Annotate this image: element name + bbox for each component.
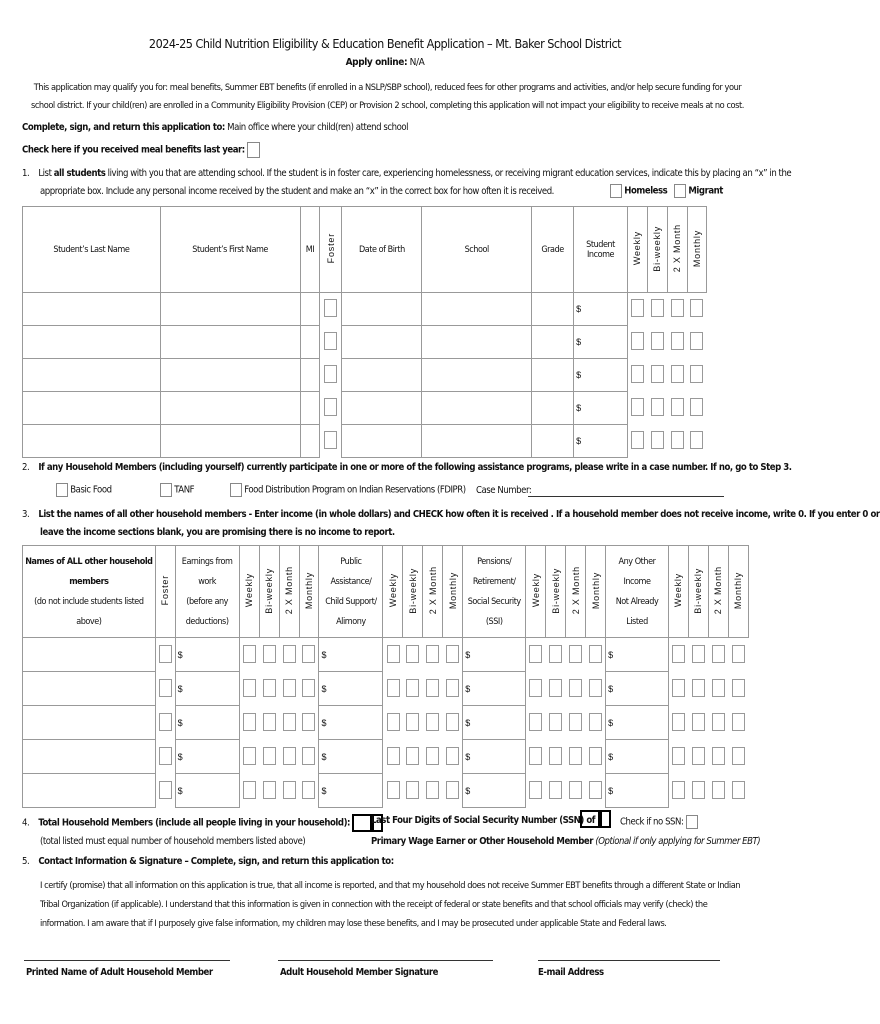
col-biweekly: Bi-weekly bbox=[403, 546, 423, 638]
step3-text-line1 bbox=[22, 509, 880, 520]
col-monthly: Monthly bbox=[728, 546, 748, 638]
total-members-input[interactable] bbox=[352, 814, 372, 832]
biweekly-checkbox[interactable] bbox=[406, 645, 419, 663]
twomonth-checkbox[interactable] bbox=[712, 645, 725, 663]
twomonth-checkbox[interactable] bbox=[283, 679, 296, 697]
biweekly-checkbox[interactable] bbox=[406, 747, 419, 765]
student-mi-input[interactable] bbox=[300, 359, 320, 392]
public-assistance-input[interactable]: $ bbox=[319, 672, 383, 706]
grade-input[interactable] bbox=[532, 392, 574, 425]
table-row bbox=[23, 293, 707, 326]
monthly-checkbox[interactable] bbox=[732, 645, 745, 663]
monthly-checkbox[interactable] bbox=[446, 645, 459, 663]
twomonth-checkbox[interactable] bbox=[712, 747, 725, 765]
student-first-input[interactable] bbox=[160, 425, 300, 458]
weekly-checkbox[interactable] bbox=[529, 781, 542, 799]
student-mi-input[interactable] bbox=[300, 392, 320, 425]
biweekly-checkbox[interactable] bbox=[692, 713, 705, 731]
step1-text-c: living with you that are attending school. If the student is in foster care, experiencing homelessness, or receiving migrant education services, indicate this by placing an “x” in the bbox=[107, 168, 792, 179]
table-row bbox=[23, 326, 707, 359]
earnings-input[interactable]: $ bbox=[175, 638, 239, 672]
apply-online bbox=[0, 57, 770, 68]
col-weekly: Weekly bbox=[239, 546, 259, 638]
dob-input[interactable] bbox=[342, 293, 422, 326]
homeless-label: Homeless bbox=[624, 185, 668, 197]
certify-text: I certify (promise) that all information on this application is true, that all income is reported, and that my household does not receive Summer EBT benefits through a different State or Indian Tribal Organization (if applicable). I understand that this information is given in connection with the receipt of federal or state benefits and that school officials may verify (check) the information. I am aware that if I purposely give false information, my children may lose these benefits, and I may be prosecuted under applicable State and Federal laws. bbox=[40, 880, 741, 929]
twomonth-checkbox[interactable] bbox=[569, 679, 582, 697]
table-row bbox=[23, 392, 707, 425]
prev-benefits-line bbox=[22, 142, 260, 158]
pensions-input[interactable]: $ bbox=[463, 774, 526, 808]
twomonth-checkbox[interactable] bbox=[712, 781, 725, 799]
col-foster: Foster bbox=[155, 546, 175, 638]
monthly-checkbox[interactable] bbox=[732, 747, 745, 765]
return-to-label: Complete, sign, and return this application to: bbox=[22, 122, 225, 133]
twomonth-checkbox[interactable] bbox=[671, 431, 684, 449]
biweekly-checkbox[interactable] bbox=[692, 781, 705, 799]
no-ssn-checkbox[interactable] bbox=[686, 815, 698, 829]
col-last-name: Student’s Last Name bbox=[23, 207, 161, 293]
step5-label: Contact Information & Signature – Complete, sign, and return this application to: bbox=[38, 856, 394, 867]
pensions-input[interactable]: $ bbox=[463, 740, 526, 774]
monthly-checkbox[interactable] bbox=[446, 747, 459, 765]
biweekly-checkbox[interactable] bbox=[651, 332, 664, 350]
twomonth-checkbox[interactable] bbox=[426, 679, 439, 697]
pensions-input[interactable]: $ bbox=[463, 706, 526, 740]
monthly-checkbox[interactable] bbox=[589, 747, 602, 765]
twomonth-checkbox[interactable] bbox=[671, 398, 684, 416]
dob-input[interactable] bbox=[342, 392, 422, 425]
student-mi-input[interactable] bbox=[300, 293, 320, 326]
intro-text: This application may qualify you for: meal benefits, Summer EBT benefits (if enrolled in a NSLP/SBP school), reduced fees for other programs and activities, and/or help secure funding for your school district. If your child(ren) are enrolled in a Community Eligibility Provision (CEP) or Provision 2 school, completing this application will not impact your eligibility to receive meals at no cost. bbox=[30, 82, 744, 111]
other-income-input[interactable]: $ bbox=[606, 638, 669, 672]
monthly-checkbox[interactable] bbox=[690, 365, 703, 383]
income-input[interactable]: $ bbox=[574, 392, 628, 425]
col-biweekly: Bi-weekly bbox=[546, 546, 566, 638]
case-number-input[interactable] bbox=[528, 496, 724, 497]
school-input[interactable] bbox=[422, 392, 532, 425]
public-assistance-input[interactable]: $ bbox=[319, 706, 383, 740]
grade-input[interactable] bbox=[532, 326, 574, 359]
dob-input[interactable] bbox=[342, 326, 422, 359]
other-income-input[interactable]: $ bbox=[606, 774, 669, 808]
monthly-checkbox[interactable] bbox=[446, 713, 459, 731]
monthly-checkbox[interactable] bbox=[446, 781, 459, 799]
monthly-checkbox[interactable] bbox=[690, 398, 703, 416]
twomonth-checkbox[interactable] bbox=[283, 645, 296, 663]
student-table bbox=[22, 206, 707, 458]
step2-label: If any Household Members (including yourself) currently participate in one or more of the following assistance programs, please write in a case number. If no, go to Step 3. bbox=[38, 462, 792, 473]
student-last-input[interactable] bbox=[23, 359, 161, 392]
col-monthly: Monthly bbox=[443, 546, 463, 638]
col-grade: Grade bbox=[532, 207, 574, 293]
twomonth-checkbox[interactable] bbox=[569, 781, 582, 799]
homeless-migrant bbox=[610, 184, 723, 198]
student-last-input[interactable] bbox=[23, 392, 161, 425]
step2-number: 2. bbox=[22, 462, 30, 473]
other-income-input[interactable]: $ bbox=[606, 740, 669, 774]
tanf-checkbox[interactable] bbox=[160, 483, 172, 497]
step2-text bbox=[22, 462, 792, 473]
twomonth-checkbox[interactable] bbox=[569, 713, 582, 731]
monthly-checkbox[interactable] bbox=[589, 679, 602, 697]
school-input[interactable] bbox=[422, 425, 532, 458]
weekly-checkbox[interactable] bbox=[672, 679, 685, 697]
monthly-checkbox[interactable] bbox=[302, 713, 315, 731]
biweekly-checkbox[interactable] bbox=[406, 713, 419, 731]
email-label: E-mail Address bbox=[538, 967, 604, 978]
student-mi-input[interactable] bbox=[300, 326, 320, 359]
step3-number: 3. bbox=[22, 509, 30, 520]
col-monthly: Monthly bbox=[586, 546, 606, 638]
monthly-checkbox[interactable] bbox=[589, 713, 602, 731]
basic-food-label: Basic Food bbox=[70, 484, 112, 496]
biweekly-checkbox[interactable] bbox=[549, 645, 562, 663]
foster-checkbox[interactable] bbox=[159, 747, 172, 765]
step5-number: 5. bbox=[22, 856, 30, 867]
weekly-checkbox[interactable] bbox=[529, 747, 542, 765]
fdpir-checkbox[interactable] bbox=[230, 483, 242, 497]
foster-checkbox[interactable] bbox=[324, 299, 337, 317]
biweekly-checkbox[interactable] bbox=[549, 679, 562, 697]
table-row bbox=[23, 740, 749, 774]
weekly-checkbox[interactable] bbox=[672, 781, 685, 799]
school-input[interactable] bbox=[422, 326, 532, 359]
biweekly-checkbox[interactable] bbox=[406, 679, 419, 697]
foster-checkbox[interactable] bbox=[324, 332, 337, 350]
weekly-checkbox[interactable] bbox=[243, 679, 256, 697]
ssn-input-2[interactable] bbox=[600, 810, 611, 828]
biweekly-checkbox[interactable] bbox=[651, 365, 664, 383]
public-assistance-input[interactable]: $ bbox=[319, 740, 383, 774]
earnings-input[interactable]: $ bbox=[175, 672, 239, 706]
table-row bbox=[23, 359, 707, 392]
twomonth-checkbox[interactable] bbox=[426, 781, 439, 799]
step4-label: Total Household Members (include all people living in your household): bbox=[38, 817, 350, 829]
earnings-input[interactable]: $ bbox=[175, 740, 239, 774]
school-input[interactable] bbox=[422, 359, 532, 392]
step1-number: 1. bbox=[22, 168, 30, 179]
tanf-group bbox=[160, 483, 194, 497]
col-member-names: Names of ALL other household members (do not include students listed above) bbox=[23, 546, 156, 638]
monthly-checkbox[interactable] bbox=[589, 645, 602, 663]
monthly-checkbox[interactable] bbox=[302, 747, 315, 765]
case-number-label: Case Number: bbox=[476, 485, 532, 496]
foster-checkbox[interactable] bbox=[159, 645, 172, 663]
biweekly-checkbox[interactable] bbox=[263, 713, 276, 731]
monthly-checkbox[interactable] bbox=[732, 679, 745, 697]
weekly-checkbox[interactable] bbox=[672, 747, 685, 765]
col-weekly: Weekly bbox=[628, 207, 648, 293]
printed-name-label: Printed Name of Adult Household Member bbox=[26, 967, 213, 978]
printed-name-input[interactable] bbox=[24, 960, 230, 961]
twomonth-checkbox[interactable] bbox=[671, 332, 684, 350]
student-first-input[interactable] bbox=[160, 293, 300, 326]
step3-text-b: leave the income sections blank, you are promising there is no income to report. bbox=[40, 527, 395, 538]
biweekly-checkbox[interactable] bbox=[651, 299, 664, 317]
weekly-checkbox[interactable] bbox=[672, 645, 685, 663]
prev-benefits-checkbox[interactable] bbox=[247, 142, 260, 158]
col-first-name: Student’s First Name bbox=[160, 207, 300, 293]
homeless-checkbox[interactable] bbox=[610, 184, 622, 198]
weekly-checkbox[interactable] bbox=[631, 431, 644, 449]
biweekly-checkbox[interactable] bbox=[263, 679, 276, 697]
col-monthly: Monthly bbox=[299, 546, 319, 638]
weekly-checkbox[interactable] bbox=[387, 713, 400, 731]
col-dob: Date of Birth bbox=[342, 207, 422, 293]
twomonth-checkbox[interactable] bbox=[569, 645, 582, 663]
migrant-checkbox[interactable] bbox=[674, 184, 686, 198]
biweekly-checkbox[interactable] bbox=[549, 747, 562, 765]
col-student-income: Student Income bbox=[574, 207, 628, 293]
weekly-checkbox[interactable] bbox=[387, 679, 400, 697]
step3-text-a: List the names of all other household members - Enter income (in whole dollars) and CHECK how often it is received . If a household member does not receive income, write 0. If you enter 0 or bbox=[38, 509, 880, 520]
member-name-input[interactable] bbox=[23, 740, 156, 774]
foster-checkbox[interactable] bbox=[159, 713, 172, 731]
other-income-input[interactable]: $ bbox=[606, 706, 669, 740]
twomonth-checkbox[interactable] bbox=[283, 781, 296, 799]
student-last-input[interactable] bbox=[23, 293, 161, 326]
member-name-input[interactable] bbox=[23, 672, 156, 706]
no-ssn-line bbox=[620, 815, 698, 829]
weekly-checkbox[interactable] bbox=[243, 781, 256, 799]
biweekly-checkbox[interactable] bbox=[692, 679, 705, 697]
foster-checkbox[interactable] bbox=[324, 398, 337, 416]
biweekly-checkbox[interactable] bbox=[549, 713, 562, 731]
weekly-checkbox[interactable] bbox=[529, 679, 542, 697]
col-foster: Foster bbox=[320, 207, 342, 293]
weekly-checkbox[interactable] bbox=[387, 747, 400, 765]
student-last-input[interactable] bbox=[23, 425, 161, 458]
public-assistance-input[interactable]: $ bbox=[319, 774, 383, 808]
col-2xmonth: 2 X Month bbox=[566, 546, 586, 638]
migrant-label: Migrant bbox=[688, 185, 723, 197]
weekly-checkbox[interactable] bbox=[387, 781, 400, 799]
foster-checkbox[interactable] bbox=[324, 365, 337, 383]
step4-number: 4. bbox=[22, 817, 30, 829]
col-biweekly: Bi-weekly bbox=[259, 546, 279, 638]
prev-benefits-label: Check here if you received meal benefits last year: bbox=[22, 144, 245, 156]
ssn-label-text: Last Four Digits of Social Security Number (SSN) of bbox=[371, 815, 596, 826]
return-to-value: Main office where your child(ren) attend school bbox=[227, 122, 409, 133]
biweekly-checkbox[interactable] bbox=[263, 645, 276, 663]
step3-text-line2 bbox=[40, 527, 395, 538]
income-input[interactable]: $ bbox=[574, 326, 628, 359]
weekly-checkbox[interactable] bbox=[631, 299, 644, 317]
step1-text-b: all students bbox=[53, 168, 106, 179]
twomonth-checkbox[interactable] bbox=[712, 713, 725, 731]
col-2xmonth: 2 X Month bbox=[708, 546, 728, 638]
household-table bbox=[22, 545, 749, 808]
school-input[interactable] bbox=[422, 293, 532, 326]
email-input[interactable] bbox=[538, 960, 720, 961]
public-assistance-input[interactable]: $ bbox=[319, 638, 383, 672]
biweekly-checkbox[interactable] bbox=[692, 645, 705, 663]
twomonth-checkbox[interactable] bbox=[426, 645, 439, 663]
foster-checkbox[interactable] bbox=[159, 781, 172, 799]
dob-input[interactable] bbox=[342, 359, 422, 392]
student-mi-input[interactable] bbox=[300, 425, 320, 458]
monthly-checkbox[interactable] bbox=[446, 679, 459, 697]
ssn-label2: Primary Wage Earner or Other Household Member bbox=[371, 836, 594, 847]
signature-label: Adult Household Member Signature bbox=[280, 967, 438, 978]
twomonth-checkbox[interactable] bbox=[426, 713, 439, 731]
foster-checkbox[interactable] bbox=[159, 679, 172, 697]
pensions-input[interactable]: $ bbox=[463, 638, 526, 672]
monthly-checkbox[interactable] bbox=[690, 332, 703, 350]
col-earnings: Earnings from work (before any deductions) bbox=[175, 546, 239, 638]
table-row bbox=[23, 706, 749, 740]
weekly-checkbox[interactable] bbox=[529, 713, 542, 731]
grade-input[interactable] bbox=[532, 359, 574, 392]
step5-label-line bbox=[22, 856, 394, 867]
biweekly-checkbox[interactable] bbox=[651, 431, 664, 449]
col-weekly: Weekly bbox=[526, 546, 546, 638]
weekly-checkbox[interactable] bbox=[529, 645, 542, 663]
col-school: School bbox=[422, 207, 532, 293]
twomonth-checkbox[interactable] bbox=[671, 365, 684, 383]
table-row bbox=[23, 638, 749, 672]
signature-input[interactable] bbox=[278, 960, 493, 961]
twomonth-checkbox[interactable] bbox=[671, 299, 684, 317]
col-public-assistance: Public Assistance/ Child Support/ Alimony bbox=[319, 546, 383, 638]
monthly-checkbox[interactable] bbox=[732, 781, 745, 799]
col-2xmonth: 2 X Month bbox=[667, 207, 687, 293]
biweekly-checkbox[interactable] bbox=[263, 781, 276, 799]
student-first-input[interactable] bbox=[160, 359, 300, 392]
income-input[interactable]: $ bbox=[574, 359, 628, 392]
student-first-input[interactable] bbox=[160, 326, 300, 359]
monthly-checkbox[interactable] bbox=[690, 431, 703, 449]
weekly-checkbox[interactable] bbox=[631, 365, 644, 383]
col-biweekly: Bi-weekly bbox=[688, 546, 708, 638]
biweekly-checkbox[interactable] bbox=[692, 747, 705, 765]
foster-checkbox[interactable] bbox=[324, 431, 337, 449]
pensions-input[interactable]: $ bbox=[463, 672, 526, 706]
basic-food-checkbox[interactable] bbox=[56, 483, 68, 497]
twomonth-checkbox[interactable] bbox=[426, 747, 439, 765]
student-first-input[interactable] bbox=[160, 392, 300, 425]
col-mi: MI bbox=[300, 207, 320, 293]
biweekly-checkbox[interactable] bbox=[406, 781, 419, 799]
table-row bbox=[23, 774, 749, 808]
twomonth-checkbox[interactable] bbox=[283, 713, 296, 731]
member-name-input[interactable] bbox=[23, 774, 156, 808]
table-row bbox=[23, 672, 749, 706]
step4-note: (total listed must equal number of household members listed above) bbox=[40, 836, 306, 847]
table-row bbox=[23, 425, 707, 458]
weekly-checkbox[interactable] bbox=[387, 645, 400, 663]
biweekly-checkbox[interactable] bbox=[263, 747, 276, 765]
member-name-input[interactable] bbox=[23, 638, 156, 672]
col-biweekly: Bi-weekly bbox=[647, 207, 667, 293]
monthly-checkbox[interactable] bbox=[302, 781, 315, 799]
earnings-input[interactable]: $ bbox=[175, 774, 239, 808]
step1-text-line2: appropriate box. Include any personal income received by the student and make an “x” in the correct box for how often it is received. bbox=[40, 186, 554, 197]
monthly-checkbox[interactable] bbox=[732, 713, 745, 731]
form-title: 2024-25 Child Nutrition Eligibility & Education Benefit Application – Mt. Baker School District bbox=[148, 36, 622, 51]
col-pensions: Pensions/ Retirement/ Social Security (SSI) bbox=[463, 546, 526, 638]
col-monthly: Monthly bbox=[687, 207, 706, 293]
return-to-line bbox=[22, 122, 408, 133]
twomonth-checkbox[interactable] bbox=[569, 747, 582, 765]
fdpir-label: Food Distribution Program on Indian Reservations (FDIPR) bbox=[244, 484, 466, 496]
ssn-label2-line bbox=[371, 836, 760, 847]
other-income-input[interactable]: $ bbox=[606, 672, 669, 706]
apply-online-label: Apply online: bbox=[345, 57, 408, 68]
grade-input[interactable] bbox=[532, 425, 574, 458]
col-weekly: Weekly bbox=[668, 546, 688, 638]
weekly-checkbox[interactable] bbox=[672, 713, 685, 731]
monthly-checkbox[interactable] bbox=[589, 781, 602, 799]
col-other-income: Any Other Income Not Already Listed bbox=[606, 546, 669, 638]
step1-text-line1 bbox=[22, 168, 791, 179]
ssn-note: (Optional if only applying for Summer EBT) bbox=[595, 836, 761, 847]
fdpir-group bbox=[230, 483, 466, 497]
earnings-input[interactable]: $ bbox=[175, 706, 239, 740]
step2-programs bbox=[56, 483, 112, 497]
weekly-checkbox[interactable] bbox=[243, 713, 256, 731]
ssn-input[interactable] bbox=[580, 810, 600, 828]
twomonth-checkbox[interactable] bbox=[712, 679, 725, 697]
ssn-label bbox=[371, 815, 595, 826]
weekly-checkbox[interactable] bbox=[631, 332, 644, 350]
income-input[interactable]: $ bbox=[574, 293, 628, 326]
weekly-checkbox[interactable] bbox=[631, 398, 644, 416]
weekly-checkbox[interactable] bbox=[243, 747, 256, 765]
student-last-input[interactable] bbox=[23, 326, 161, 359]
step4-total bbox=[22, 814, 383, 832]
monthly-checkbox[interactable] bbox=[690, 299, 703, 317]
biweekly-checkbox[interactable] bbox=[549, 781, 562, 799]
monthly-checkbox[interactable] bbox=[302, 645, 315, 663]
ssn-input-group bbox=[580, 810, 611, 828]
monthly-checkbox[interactable] bbox=[302, 679, 315, 697]
biweekly-checkbox[interactable] bbox=[651, 398, 664, 416]
no-ssn-label: Check if no SSN: bbox=[620, 816, 684, 828]
weekly-checkbox[interactable] bbox=[243, 645, 256, 663]
grade-input[interactable] bbox=[532, 293, 574, 326]
member-name-input[interactable] bbox=[23, 706, 156, 740]
col-weekly: Weekly bbox=[383, 546, 403, 638]
col-2xmonth: 2 X Month bbox=[423, 546, 443, 638]
twomonth-checkbox[interactable] bbox=[283, 747, 296, 765]
apply-online-value: N/A bbox=[409, 57, 425, 68]
col-2xmonth: 2 X Month bbox=[279, 546, 299, 638]
income-input[interactable]: $ bbox=[574, 425, 628, 458]
tanf-label: TANF bbox=[174, 484, 195, 496]
dob-input[interactable] bbox=[342, 425, 422, 458]
step1-text-a: List bbox=[38, 168, 52, 179]
